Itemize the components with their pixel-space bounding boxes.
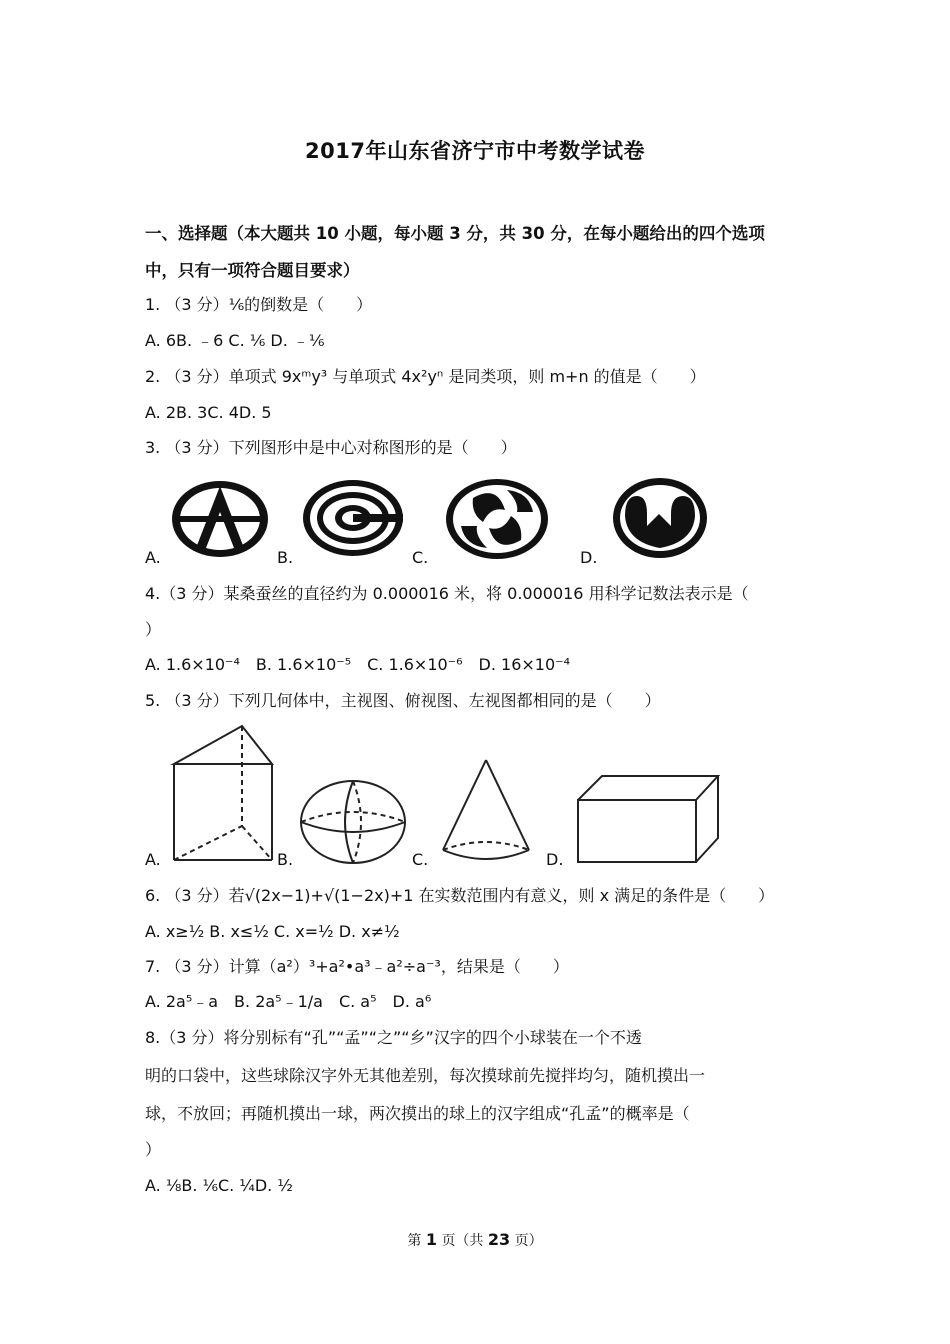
q7-options: A. 2a⁵﹣a B. 2a⁵﹣1/a C. a⁵ D. a⁶ [145, 992, 432, 1011]
q3-stem: 3. （3 分）下列图形中是中心对称图形的是（ ） [145, 438, 517, 457]
q8-options: A. ⅛B. ⅙C. ¼D. ½ [145, 1176, 293, 1195]
section-header-line2: 中，只有一项符合题目要求） [145, 261, 360, 280]
q5-label-a: A. [145, 850, 161, 869]
footer-middle: 页（共 [441, 1233, 484, 1249]
q1-stem: 1. （3 分）⅙的倒数是（ ） [145, 295, 373, 314]
q6-stem: 6. （3 分）若√(2x−1)+√(1−2x)+1 在实数范围内有意义，则 x 满足的条件是（ ） [145, 886, 775, 905]
q3-figure-d-arch-logo [611, 476, 709, 560]
q3-label-d: D. [580, 548, 598, 567]
q4-stem-line2: ） [145, 620, 162, 639]
q5-label-b: B. [277, 850, 294, 869]
page-footer [0, 1230, 950, 1250]
q5-figure-d-cuboid [574, 772, 724, 866]
q5-figure-b-sphere [297, 778, 409, 866]
q8-stem-line2: 明的口袋中，这些球除汉字外无其他差别，每次摸球前先搅拌均匀，随机摸出一 [145, 1066, 706, 1085]
q3-figure-b-g-logo [300, 476, 406, 560]
q3-label-c: C. [412, 548, 429, 567]
q3-figure-a-triangle-logo [168, 476, 272, 562]
q6-options: A. x≥½ B. x≤½ C. x=½ D. x≠½ [145, 922, 400, 941]
q5-figure-a-triangular-prism [168, 722, 276, 864]
q5-stem: 5. （3 分）下列几何体中，主视图、俯视图、左视图都相同的是（ ） [145, 691, 661, 710]
q8-stem-line3: 球，不放回；再随机摸出一球，两次摸出的球上的汉字组成“孔孟”的概率是（ [145, 1104, 690, 1123]
q5-label-d: D. [546, 850, 564, 869]
q3-figure-c-swirl-logo [443, 476, 551, 562]
q5-figure-c-cone [438, 756, 534, 866]
q7-stem: 7. （3 分）计算（a²）³+a²•a³﹣a²÷a⁻³，结果是（ ） [145, 957, 569, 976]
footer-total-pages: 23 [487, 1230, 511, 1249]
q4-stem-line1: 4.（3 分）某桑蚕丝的直径约为 0.000016 米，将 0.000016 用科学记数法表示是（ [145, 584, 749, 603]
page-title: 2017年山东省济宁市中考数学试卷 [305, 139, 645, 163]
q1-options: A. 6B. ﹣6 C. ⅙ D. ﹣⅙ [145, 331, 325, 350]
q8-stem-line1: 8.（3 分）将分别标有“孔”“孟”“之”“乡”汉字的四个小球装在一个不透 [145, 1028, 642, 1047]
q3-label-b: B. [277, 548, 294, 567]
q4-options: A. 1.6×10⁻⁴ B. 1.6×10⁻⁵ C. 1.6×10⁻⁶ D. 16×10⁻⁴ [145, 655, 571, 674]
section-header-line1: 一、选择题（本大题共 10 小题，每小题 3 分，共 30 分，在每小题给出的四个选项 [145, 224, 765, 243]
q2-options: A. 2B. 3C. 4D. 5 [145, 403, 272, 422]
q8-stem-line4: ） [145, 1140, 162, 1159]
footer-page-number: 1 [425, 1230, 437, 1249]
q3-label-a: A. [145, 548, 161, 567]
footer-prefix: 第 [407, 1233, 422, 1249]
footer-suffix: 页） [514, 1233, 543, 1249]
q5-label-c: C. [412, 850, 429, 869]
q2-stem: 2. （3 分）单项式 9xᵐy³ 与单项式 4x²yⁿ 是同类项，则 m+n 的值是（ ） [145, 367, 706, 386]
